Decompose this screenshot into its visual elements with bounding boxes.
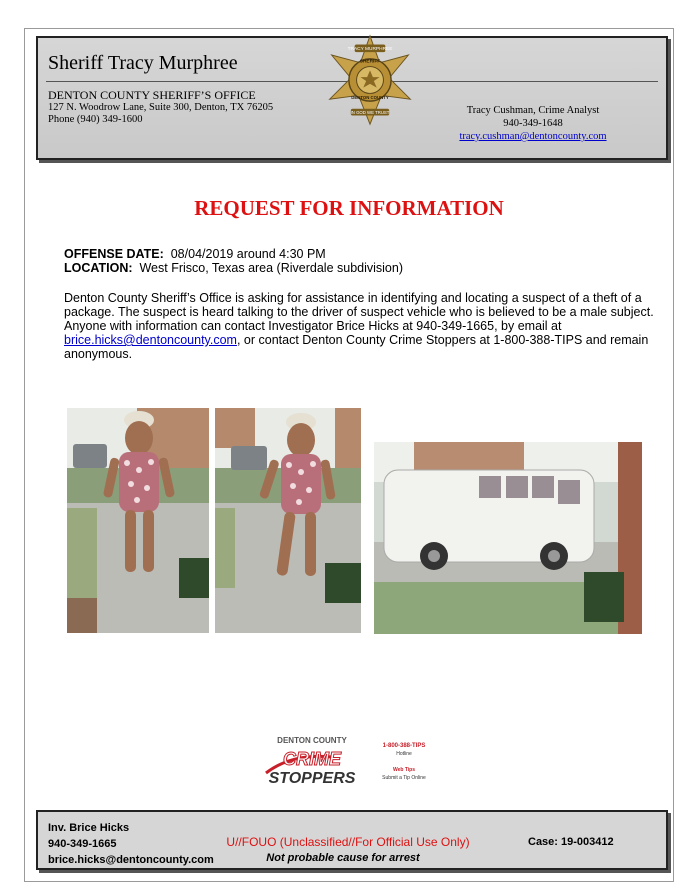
- offense-date-label: OFFENSE DATE:: [64, 247, 164, 261]
- analyst-name: Tracy Cushman, Crime Analyst: [466, 105, 600, 116]
- crime-stoppers-logo: [262, 733, 442, 789]
- badge-top-text: TRACY MURPHREE: [347, 47, 393, 53]
- request-body: [64, 291, 664, 361]
- footer-investigator-name: Inv. Brice Hicks: [48, 822, 130, 834]
- sheriff-name: Sheriff Tracy Murphree: [48, 52, 238, 74]
- investigator-email-link[interactable]: brice.hicks@dentoncounty.com: [64, 333, 237, 347]
- suspect-photo-2: [215, 408, 361, 633]
- logo-crime: CRIME: [283, 749, 341, 769]
- analyst-phone: 940-349-1648: [503, 118, 563, 129]
- office-address: 127 N. Woodrow Lane, Suite 300, Denton, TX 76205: [48, 102, 274, 113]
- header-box: [36, 36, 668, 160]
- logo-hotline: Hotline: [396, 751, 412, 757]
- analyst-contact: [438, 104, 628, 143]
- office-name: DENTON COUNTY SHERIFF’S OFFICE: [48, 88, 256, 102]
- classification-label: U//FOUO (Unclassified//For Official Use Only): [226, 835, 470, 849]
- badge-sheriff-text: SHERIFF: [359, 59, 381, 65]
- logo-stoppers: STOPPERS: [268, 770, 356, 787]
- logo-submit-tip: Submit a Tip Online: [382, 775, 426, 781]
- badge-motto-text: IN GOD WE TRUST: [350, 110, 390, 116]
- disclaimer-text: Not probable cause for arrest: [266, 852, 420, 864]
- logo-county: DENTON COUNTY: [277, 736, 347, 745]
- offense-date-value: 08/04/2019 around 4:30 PM: [170, 247, 326, 261]
- office-phone: Phone (940) 349-1600: [48, 114, 143, 125]
- body-text-outro: , or contact Denton County Crime Stoppers at 1-800-388-TIPS and remain anonymous.: [64, 333, 649, 361]
- suspect-photo-1: [67, 408, 209, 633]
- location-value: West Frisco, Texas area (Riverdale subdivision): [139, 261, 403, 275]
- footer-investigator-email: brice.hicks@dentoncounty.com: [48, 854, 214, 866]
- location-label: LOCATION:: [64, 261, 133, 275]
- footer-investigator-phone: 940-349-1665: [48, 838, 117, 850]
- sheriff-badge-icon: [322, 32, 418, 128]
- footer-investigator-block: [48, 820, 214, 868]
- footer-box: [36, 810, 668, 870]
- body-text-intro: Denton County Sheriff’s Office is asking for assistance in identifying and locating a suspect of a theft of a package. The suspect is heard talking to the driver of suspect vehicle who is believed to be a male subject. Anyone with information can contact Investigator Brice Hicks at 940-349-1665, by email at: [64, 291, 654, 333]
- case-number: Case: 19-003412: [528, 836, 614, 848]
- suspect-vehicle-photo: [374, 442, 642, 634]
- analyst-email-link[interactable]: tracy.cushman@dentoncounty.com: [459, 131, 607, 142]
- logo-tips-number: 1-800-388-TIPS: [382, 743, 426, 749]
- page-title: REQUEST FOR INFORMATION: [194, 196, 504, 220]
- badge-county-text: DENTON COUNTY: [351, 95, 389, 101]
- offense-meta: [64, 247, 403, 275]
- logo-web-tips: Web Tips: [392, 767, 416, 773]
